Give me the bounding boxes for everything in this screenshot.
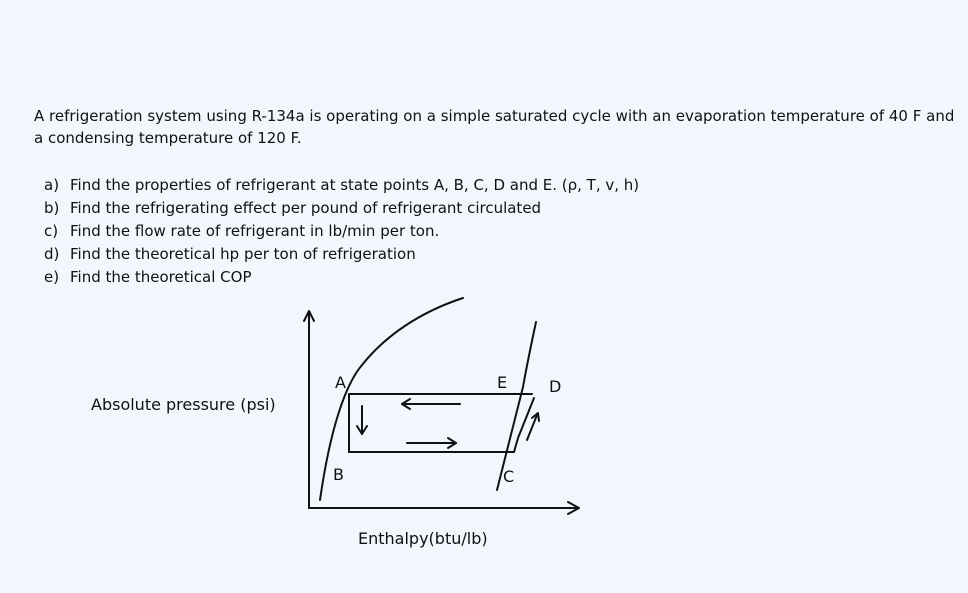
y-axis-label: Absolute pressure (psi) <box>91 395 276 414</box>
point-d-label: D <box>549 377 562 396</box>
question-label: d) <box>44 245 60 263</box>
question-label: b) <box>44 199 60 217</box>
question-label: e) <box>44 268 60 286</box>
problem-intro: A refrigeration system using R-134a is operating on a simple saturated cycle with an evaporation temperature of 40 F and a condensing temperature of 120 F. <box>34 107 955 147</box>
compression-line <box>514 398 534 452</box>
question-text: Find the flow rate of refrigerant in lb/min per ton. <box>70 222 440 240</box>
question-label: c) <box>44 222 59 240</box>
question-text: Find the theoretical hp per ton of refrigeration <box>70 245 416 263</box>
x-axis-label: Enthalpy(btu/lb) <box>358 529 488 548</box>
question-text: Find the theoretical COP <box>70 268 252 286</box>
point-c-label: C <box>503 467 515 486</box>
question-text: Find the properties of refrigerant at state points A, B, C, D and E. (ρ, T, v, h) <box>70 176 640 194</box>
point-e-label: E <box>497 373 508 392</box>
point-a-label: A <box>335 373 346 392</box>
question-label: a) <box>44 176 60 194</box>
question-text: Find the refrigerating effect per pound of refrigerant circulated <box>70 199 542 217</box>
point-b-label: B <box>333 465 344 484</box>
